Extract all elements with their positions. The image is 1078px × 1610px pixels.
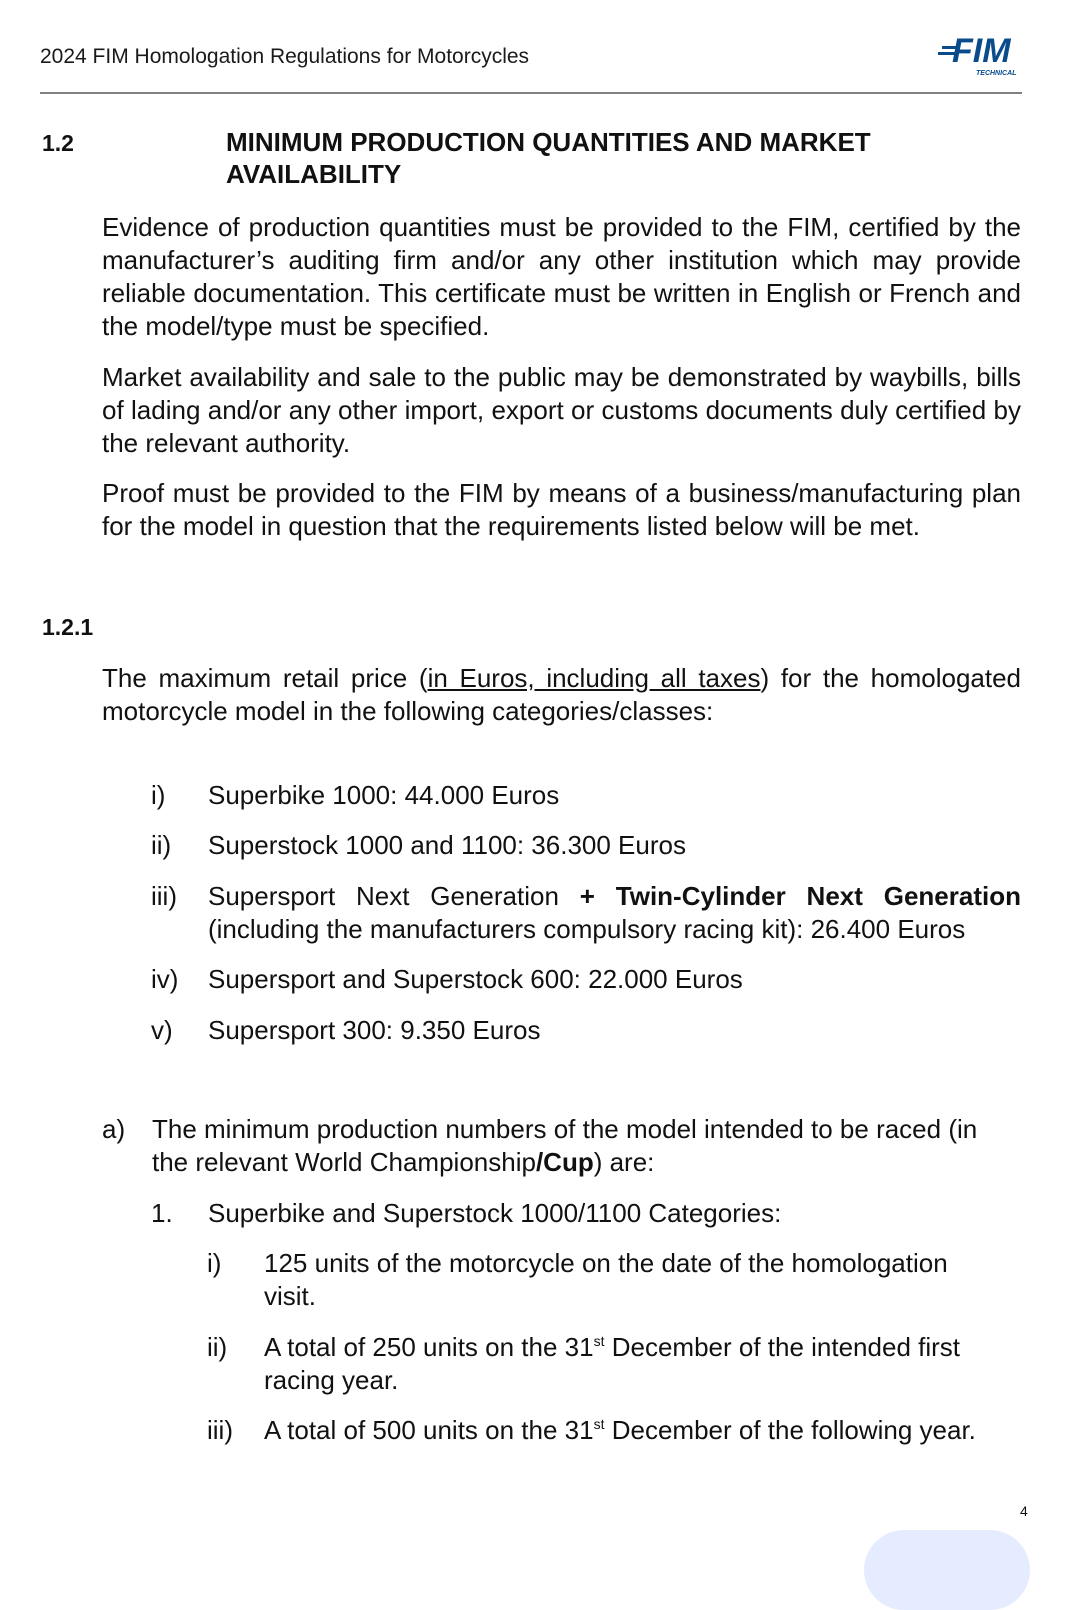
- list-marker: ii): [207, 1332, 228, 1362]
- list-marker: iii): [151, 881, 177, 911]
- section-title: MINIMUM PRODUCTION QUANTITIES AND MARKET AVAILABILITY: [226, 127, 871, 189]
- superscript: st: [593, 1333, 605, 1349]
- item-text: A total of 250 units on the 31: [264, 1332, 594, 1362]
- item-text-end: December of the following year.: [604, 1415, 976, 1445]
- intro-text-end: ) for the homologated motorcycle model in the following categories/classes:: [102, 663, 1022, 726]
- list-marker: 1.: [151, 1198, 173, 1228]
- fim-logo: [936, 30, 1032, 82]
- section-number: 1.2: [42, 130, 74, 156]
- price-item-supersport-next-gen: [208, 880, 1021, 946]
- superscript: st: [593, 1416, 605, 1432]
- units-item-first-year: [264, 1331, 996, 1397]
- header-title: 2024 FIM Homologation Regulations for Motorcycles: [40, 45, 530, 68]
- units-item-homologation: 125 units of the motorcycle on the date of the homologation visit.: [264, 1248, 948, 1311]
- header-divider: [40, 92, 1022, 94]
- paragraph-proof: Proof must be provided to the FIM by means of a business/manufacturing plan for the model in question that the requirements listed below will be met.: [102, 478, 1021, 541]
- paragraph-evidence: Evidence of production quantities must be provided to the FIM, certified by the manufacturer’s auditing firm and/or any other institution which may provide reliable documentation. This certificate must be written in English or French and the model/type must be specified.: [102, 212, 1021, 341]
- price-item-supersport-600: Supersport and Superstock 600: 22.000 Euros: [208, 964, 743, 994]
- min-production-intro: [152, 1113, 1002, 1179]
- item-text-end: (including the manufacturers compulsory racing kit): 26.400 Euros: [208, 914, 966, 944]
- price-item-superbike: Superbike 1000: 44.000 Euros: [208, 780, 560, 810]
- intro-underlined-text: in Euros, including all taxes: [427, 663, 761, 693]
- item-text: A total of 500 units on the 31: [264, 1415, 594, 1445]
- list-marker: ii): [151, 830, 172, 860]
- item-text: Supersport Next Generation: [208, 881, 580, 911]
- price-item-supersport-300: Supersport 300: 9.350 Euros: [208, 1015, 541, 1045]
- subsection-number: 1.2.1: [42, 614, 94, 640]
- price-item-superstock: Superstock 1000 and 1100: 36.300 Euros: [208, 830, 686, 860]
- paragraph-market-availability: Market availability and sale to the public may be demonstrated by waybills, bills of lading and/or any other import, export or customs documents duly certified by the relevant authority.: [102, 362, 1021, 458]
- item-text-end: ) are:: [593, 1147, 655, 1177]
- fim-logo-text: FIM: [952, 32, 1011, 70]
- item-text-end: December of the intended first racing year.: [264, 1332, 961, 1395]
- paragraph-max-retail-price: [102, 662, 1021, 728]
- list-marker: i): [151, 780, 166, 810]
- units-item-following-year: [264, 1414, 996, 1447]
- item-bold-text: + Twin-Cylinder Next Generation: [579, 881, 1021, 911]
- item-text: The minimum production numbers of the model intended to be raced (in the relevant World Championship: [152, 1114, 978, 1177]
- list-marker: iii): [207, 1415, 233, 1445]
- floating-action-button[interactable]: [864, 1530, 1030, 1610]
- intro-text: The maximum retail price (: [102, 663, 428, 693]
- list-marker: a): [102, 1114, 126, 1144]
- list-marker: i): [207, 1248, 222, 1278]
- list-marker: v): [151, 1015, 173, 1045]
- list-marker: iv): [151, 964, 179, 994]
- fim-logo-subtext: TECHNICAL: [976, 70, 1017, 77]
- page-number: 4: [1020, 1503, 1028, 1519]
- item-bold-text: /Cup: [535, 1147, 594, 1177]
- category-superbike-superstock: Superbike and Superstock 1000/1100 Categories:: [208, 1198, 782, 1228]
